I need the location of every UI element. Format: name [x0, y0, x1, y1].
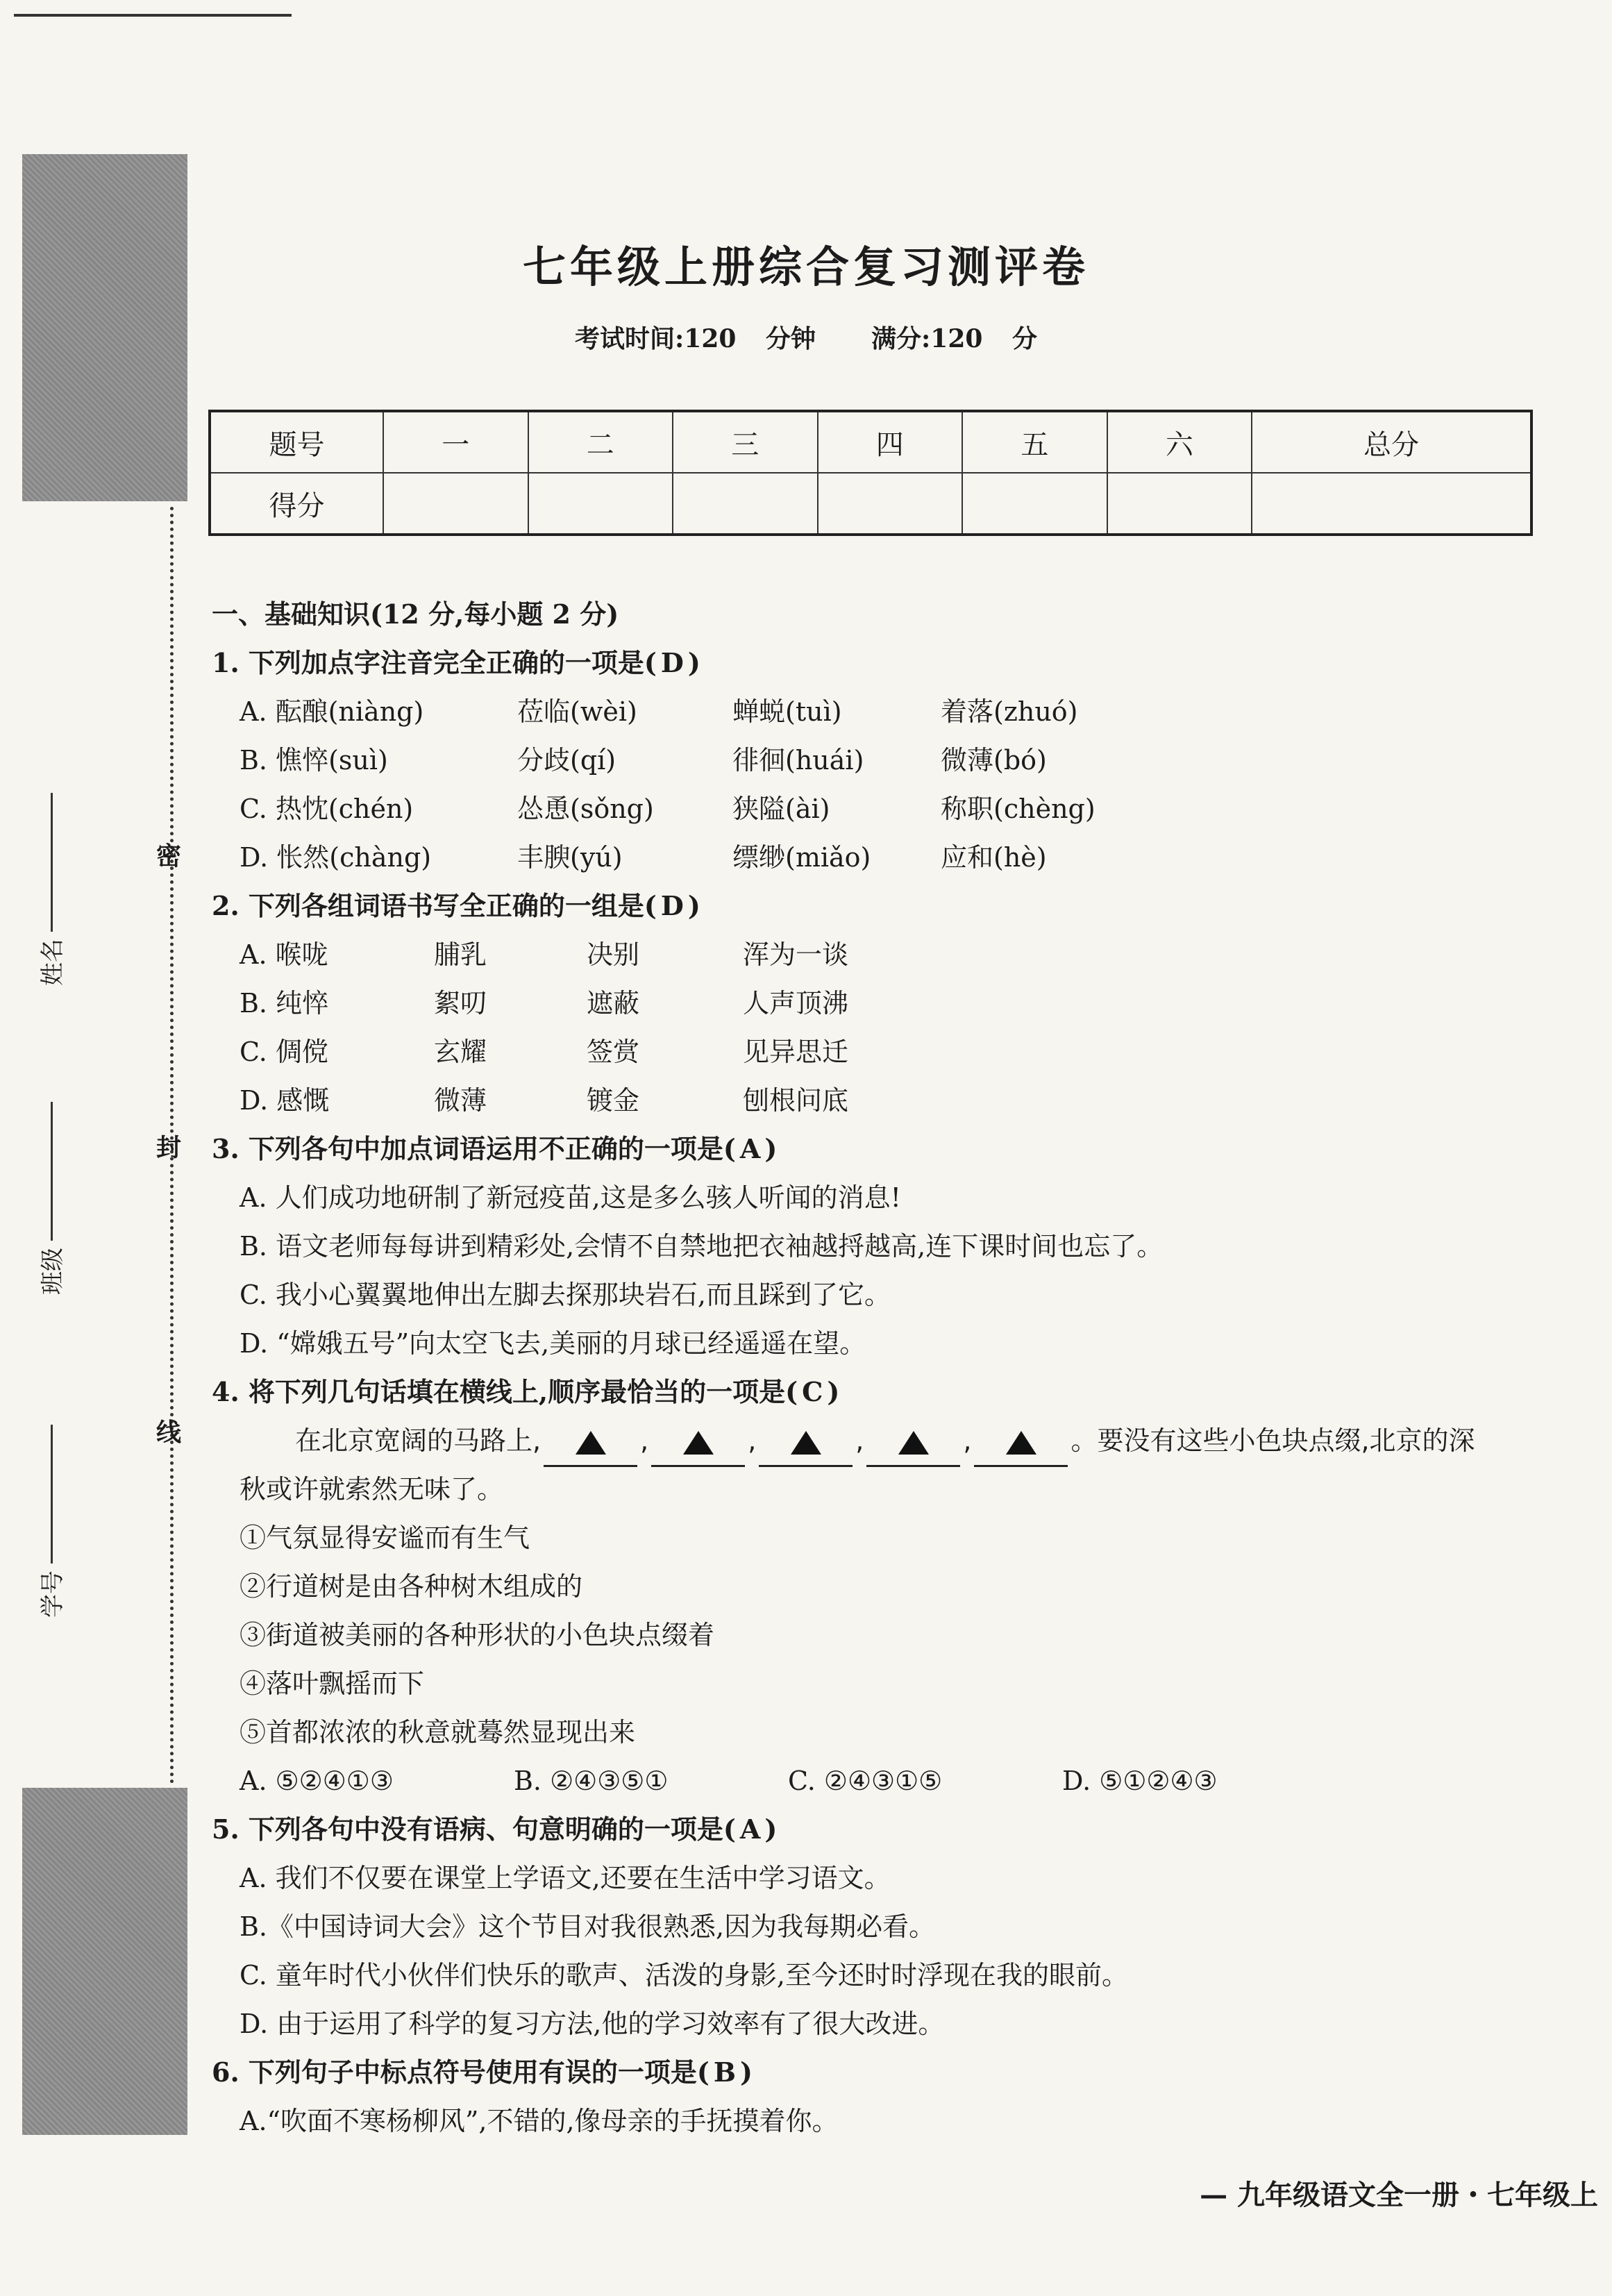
- q1-option-c: C. 热忱(chén) 怂恿(sǒng) 狭隘(ài) 称职(chèng): [240, 794, 1095, 824]
- q4-item-4: ④落叶飘摇而下: [240, 1668, 425, 1699]
- seal-char-feng: 封: [156, 1133, 182, 1162]
- page-title: 七年级上册综合复习测评卷: [522, 242, 1089, 292]
- score-cell-header: 五: [962, 411, 1107, 473]
- seal-char-mi: 密: [156, 841, 182, 871]
- seal-char-xian: 线: [156, 1418, 182, 1447]
- score-input-cell[interactable]: [962, 473, 1107, 535]
- triangle-icon: [1006, 1431, 1036, 1455]
- q1-option-b: B. 憔悴(suì) 分歧(qí) 徘徊(huái) 微薄(bó): [240, 745, 1047, 776]
- field-id-label: 学号: [39, 1570, 67, 1618]
- q3-option-a: A. 人们成功地研制了新冠疫苗,这是多么骇人听闻的消息!: [240, 1182, 901, 1213]
- q3-option-b: B. 语文老师每每讲到精彩处,会情不自禁地把衣袖越捋越高,连下课时间也忘了。: [240, 1231, 1164, 1262]
- score-cell-header: 二: [528, 411, 673, 473]
- question-content: [212, 590, 1531, 2145]
- binding-block-bottom: [22, 1788, 187, 2135]
- q2-option-c: C. 倜傥 玄耀 签赏 见异思迁: [240, 1037, 849, 1067]
- score-input-cell[interactable]: [673, 473, 818, 535]
- score-table-header-row: [210, 411, 1531, 473]
- q4-item-1: ①气氛显得安谧而有生气: [240, 1523, 530, 1553]
- fill-blank[interactable]: [544, 1416, 637, 1467]
- exam-full-score: 满分:120 分: [871, 324, 1037, 353]
- score-table-score-row: [210, 473, 1531, 535]
- q6-option-a: A.“吹面不寒杨柳风”,不错的,像母亲的手抚摸着你。: [240, 2106, 839, 2136]
- q2-option-a: A. 喉咙 脯乳 决别 浑为一谈: [240, 939, 849, 970]
- q1-option-d: D. 怅然(chàng) 丰腴(yú) 缥缈(miǎo) 应和(hè): [240, 842, 1047, 873]
- q4-paragraph-line1: 在北京宽阔的马路上, , , , , 。要没有这些小色块点缀,北京的深: [212, 1416, 1531, 1465]
- score-cell-header: 三: [673, 411, 818, 473]
- field-class: [33, 1102, 67, 1295]
- score-input-cell[interactable]: [383, 473, 528, 535]
- score-cell-header: 六: [1107, 411, 1252, 473]
- triangle-icon: [898, 1431, 929, 1455]
- exam-info: [0, 319, 1612, 355]
- q4-item-2: ②行道树是由各种树木组成的: [240, 1571, 583, 1602]
- q2-option-d: D. 感慨 微薄 镀金 刨根问底: [240, 1085, 849, 1116]
- fill-blank[interactable]: [974, 1416, 1068, 1467]
- fill-blank[interactable]: [651, 1416, 745, 1467]
- field-name: [33, 793, 67, 986]
- score-cell-label: 得分: [210, 473, 383, 535]
- q2-option-b: B. 纯悴 絮叨 遮蔽 人声顶沸: [240, 988, 849, 1019]
- score-input-cell[interactable]: [818, 473, 963, 535]
- q4-paragraph-line2: 秋或许就索然无味了。: [240, 1474, 504, 1505]
- score-cell-label: 题号: [210, 411, 383, 473]
- q5-option-a: A. 我们不仅要在课堂上学语文,还要在生活中学习语文。: [240, 1863, 891, 1893]
- q4-item-3: ③街道被美丽的各种形状的小色块点缀着: [240, 1620, 715, 1650]
- answer-q2: D: [660, 890, 684, 921]
- triangle-icon: [791, 1431, 821, 1455]
- q5-option-b: B.《中国诗词大会》这个节目对我很熟悉,因为我每期必看。: [240, 1911, 936, 1942]
- question-4: 4. 将下列几句话填在横线上,顺序最恰当的一项是( C ): [212, 1376, 840, 1407]
- q4-options: [212, 1757, 1531, 1805]
- question-1: 1. 下列加点字注音完全正确的一项是( D ): [212, 647, 700, 678]
- question-2: 2. 下列各组词语书写全正确的一组是( D ): [212, 890, 700, 921]
- exam-time: 考试时间:120 分钟: [575, 324, 816, 353]
- field-class-label: 班级: [39, 1248, 67, 1295]
- answer-q1: D: [660, 647, 684, 678]
- q4-option-c: C. ②④③①⑤: [788, 1766, 943, 1796]
- top-rule: [14, 14, 292, 17]
- score-input-cell[interactable]: [1107, 473, 1252, 535]
- q5-option-c: C. 童年时代小伙伴们快乐的歌声、活泼的身影,至今还时时浮现在我的眼前。: [240, 1960, 1128, 1991]
- q3-option-d: D. “嫦娥五号”向太空飞去,美丽的月球已经遥遥在望。: [240, 1328, 866, 1359]
- q4-option-a: A. ⑤②④①③: [240, 1766, 394, 1796]
- triangle-icon: [683, 1431, 714, 1455]
- answer-q6: B: [713, 2056, 737, 2088]
- answer-q4: C: [802, 1376, 823, 1407]
- fill-blank[interactable]: [759, 1416, 853, 1467]
- field-name-label: 姓名: [39, 939, 67, 986]
- q4-item-5: ⑤首都浓浓的秋意就蓦然显现出来: [240, 1717, 636, 1748]
- field-id-line[interactable]: [48, 1425, 53, 1564]
- fill-blank[interactable]: [866, 1416, 960, 1467]
- field-id: [33, 1425, 67, 1618]
- field-name-line[interactable]: [48, 793, 53, 932]
- answer-q5: A: [739, 1813, 761, 1845]
- section-heading: 一、基础知识(12 分,每小题 2 分): [212, 598, 619, 630]
- page-footer: — 九年级语文全一册・七年级上: [1200, 2179, 1598, 2211]
- question-5: 5. 下列各句中没有语病、句意明确的一项是( A ): [212, 1813, 778, 1845]
- field-class-line[interactable]: [48, 1102, 53, 1241]
- question-6: 6. 下列句子中标点符号使用有误的一项是( B ): [212, 2056, 753, 2088]
- q4-option-b: B. ②④③⑤①: [514, 1766, 669, 1796]
- score-input-cell[interactable]: [528, 473, 673, 535]
- score-table: [208, 410, 1533, 536]
- q4-option-d: D. ⑤①②④③: [1062, 1766, 1218, 1796]
- q1-option-a: A. 酝酿(niàng) 莅临(wèi) 蝉蜕(tuì) 着落(zhuó): [240, 696, 1078, 727]
- triangle-icon: [576, 1431, 606, 1455]
- answer-q3: A: [739, 1133, 761, 1164]
- q3-option-c: C. 我小心翼翼地伸出左脚去探那块岩石,而且踩到了它。: [240, 1280, 891, 1310]
- score-input-cell[interactable]: [1252, 473, 1531, 535]
- score-cell-header: 总分: [1252, 411, 1531, 473]
- question-3: 3. 下列各句中加点词语运用不正确的一项是( A ): [212, 1133, 778, 1164]
- score-cell-header: 四: [818, 411, 963, 473]
- score-cell-header: 一: [383, 411, 528, 473]
- q5-option-d: D. 由于运用了科学的复习方法,他的学习效率有了很大改进。: [240, 2009, 945, 2039]
